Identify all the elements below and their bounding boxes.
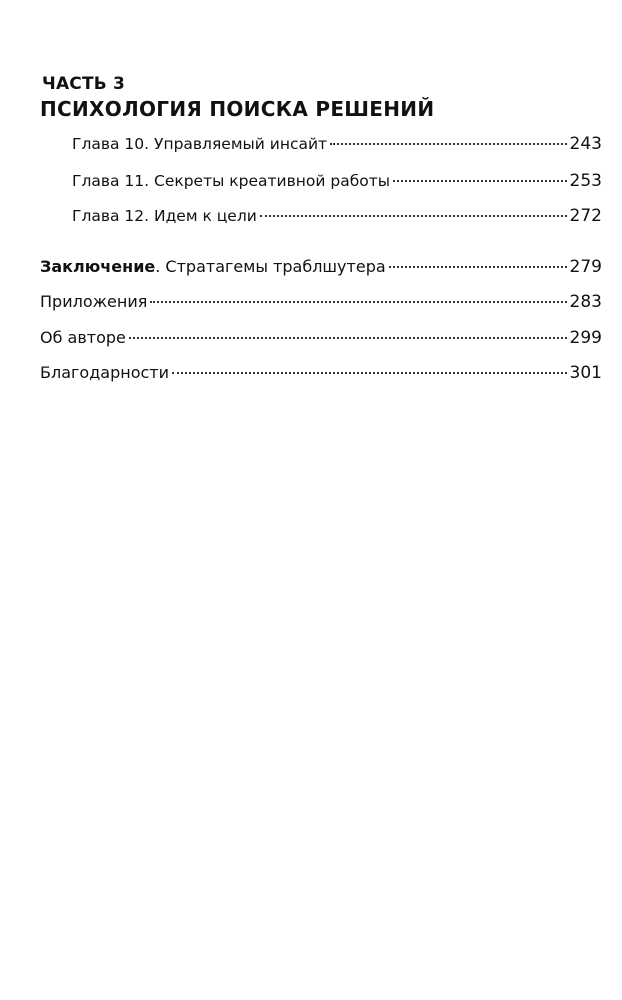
toc-page-number: 243 [569, 134, 602, 154]
toc-entry-conclusion[interactable] [40, 257, 602, 277]
part-title: ПСИХОЛОГИЯ ПОИСКА РЕШЕНИЙ [40, 97, 435, 121]
toc-entry-chapter-10[interactable] [72, 134, 602, 154]
dot-leader [150, 301, 566, 303]
dot-leader [389, 266, 567, 268]
toc-page-number: 279 [569, 257, 602, 277]
toc-entry-title: Об авторе [40, 328, 126, 347]
toc-entry-about-author[interactable] [40, 328, 602, 348]
dot-leader [172, 372, 567, 374]
toc-entry-appendices[interactable] [40, 292, 602, 312]
toc-entry-title: Благодарности [40, 363, 169, 382]
toc-entry-title: Глава 12. Идем к цели [72, 207, 257, 225]
dot-leader [129, 337, 567, 339]
toc-entry-chapter-12[interactable] [72, 206, 602, 226]
toc-entry-title: Глава 10. Управляемый инсайт [72, 135, 328, 153]
toc-entry-chapter-11[interactable] [72, 171, 602, 191]
dot-leader [393, 180, 567, 182]
conclusion-subtitle: . Стратагемы траблшутера [155, 257, 386, 276]
conclusion-bold-label: Заключение [40, 257, 156, 276]
dot-leader [330, 143, 566, 145]
toc-page-number: 253 [569, 171, 602, 191]
toc-entry-acknowledgements[interactable] [40, 363, 602, 383]
toc-page-number: 299 [569, 328, 602, 348]
dot-leader [260, 215, 567, 217]
toc-entry-title [40, 257, 386, 276]
toc-entry-title: Приложения [40, 292, 148, 311]
toc-page-number: 272 [569, 206, 602, 226]
part-label: ЧАСТЬ 3 [42, 74, 126, 94]
toc-page-number: 283 [569, 292, 602, 312]
toc-entry-title: Глава 11. Секреты креативной работы [72, 172, 391, 190]
toc-page-number: 301 [569, 363, 602, 383]
